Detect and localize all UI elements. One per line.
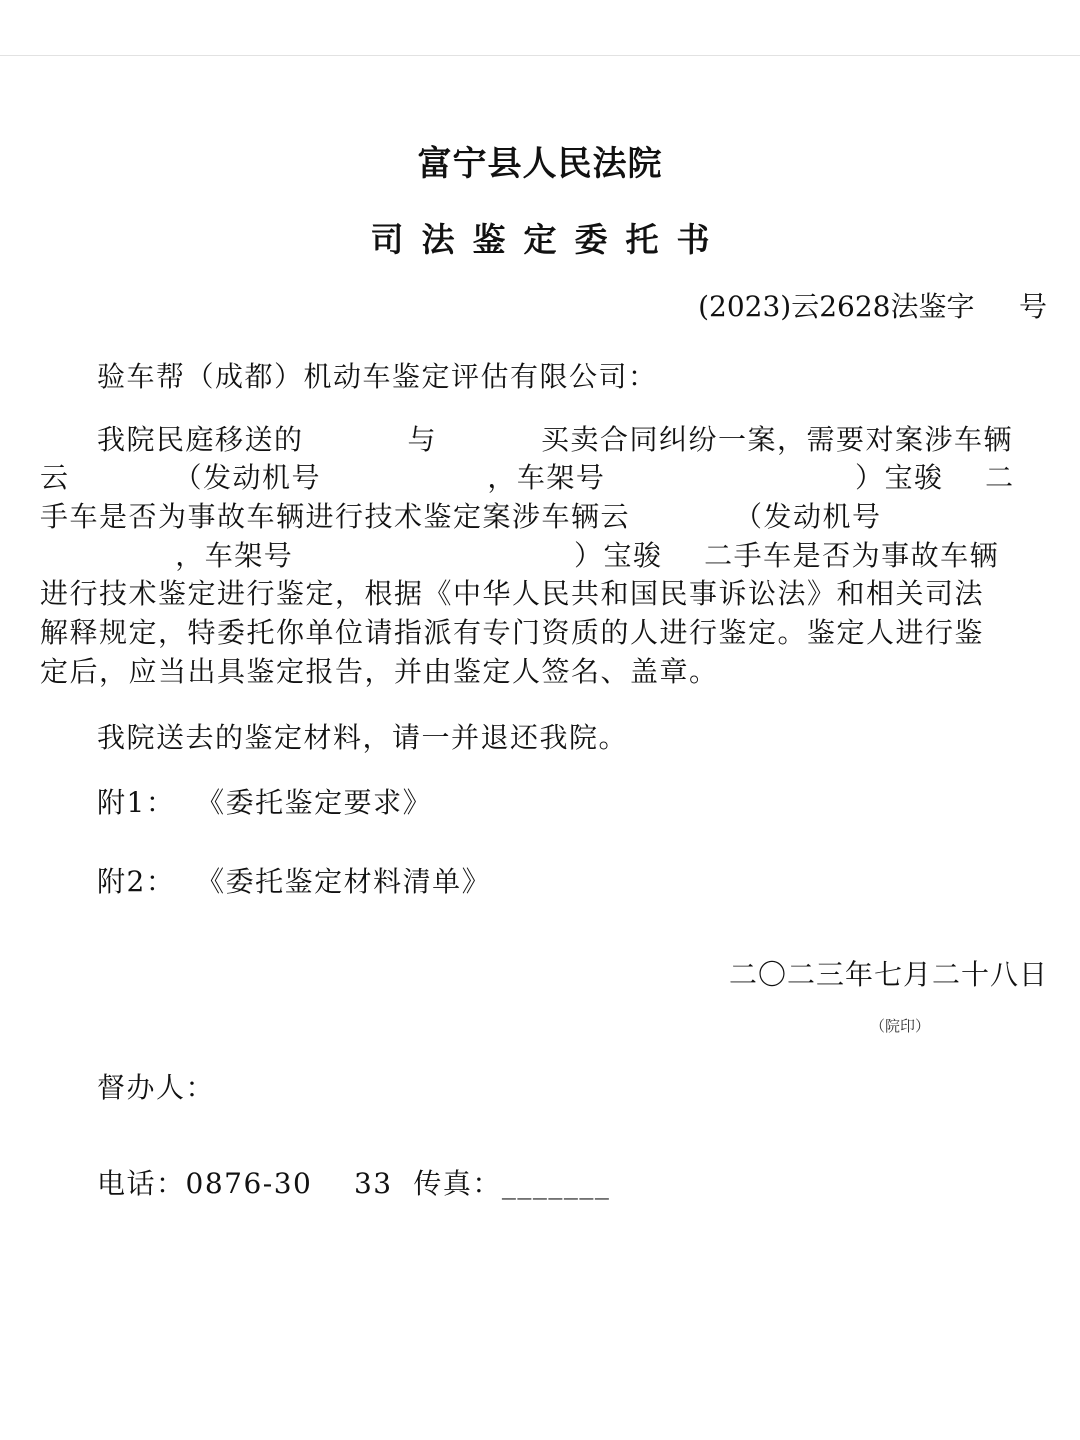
return-note: 我院送去的鉴定材料，请一并退还我院。 [97,721,629,754]
body-line-2: 云 （发动机号 ，车架号 ）宝骏 二 [40,461,1015,494]
top-divider [0,55,1080,56]
case-number: (2023)云2628法鉴字 号 [698,290,1047,323]
body-line-6: 解释规定，特委托你单位请指派有专门资质的人进行鉴定。鉴定人进行鉴 [40,616,985,649]
addressee: 验车帮（成都）机动车鉴定评估有限公司： [97,360,658,393]
body-line-4: ，车架号 ）宝骏 二手车是否为事故车辆 [40,539,1000,572]
body-line-3: 手车是否为事故车辆进行技术鉴定案涉车辆云 （发动机号 [40,500,882,533]
attachment-2: 附2： 《委托鉴定材料清单》 [97,865,492,898]
document-title: 司法鉴定委托书 [370,220,728,259]
attachment-1: 附1： 《委托鉴定要求》 [97,786,433,819]
supervisor-label: 督办人： [97,1071,216,1104]
issue-date: 二〇二三年七月二十八日 [728,958,1048,991]
court-name: 富宁县人民法院 [417,144,663,184]
body-line-5: 进行技术鉴定进行鉴定，根据《中华人民共和国民事诉讼法》和相关司法 [40,577,985,610]
body-line-1: 我院民庭移送的 与 买卖合同纠纷一案，需要对案涉车辆 [97,423,1014,456]
seal-note: （院印） [870,1017,931,1035]
contact-line: 电话：0876-30 33 传真：_______ [97,1167,611,1200]
body-line-7: 定后，应当出具鉴定报告，并由鉴定人签名、盖章。 [40,655,719,688]
